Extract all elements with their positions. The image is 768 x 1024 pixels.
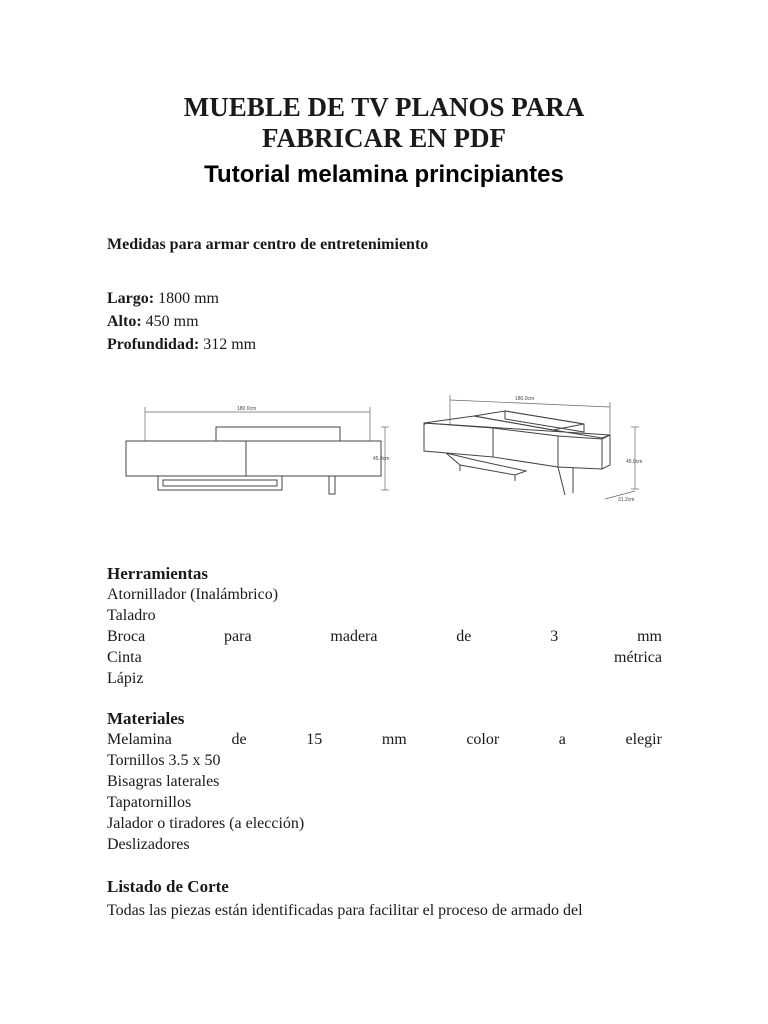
tools-word: de xyxy=(456,628,472,645)
materials-word: de xyxy=(231,731,247,748)
front-width-label: 180.0cm xyxy=(237,406,257,412)
tools-item: Lápiz xyxy=(107,670,144,687)
persp-height-label: 45.0cm xyxy=(626,459,643,465)
tools-word: Broca xyxy=(107,628,146,645)
tools-word: 3 xyxy=(550,628,559,645)
materials-word: color xyxy=(466,731,500,748)
materials-word: a xyxy=(558,731,566,748)
materials-item: Tapatornillos xyxy=(107,794,192,811)
cut-list-section xyxy=(107,876,662,921)
materials-item: Bisagras laterales xyxy=(107,773,220,790)
tools-item: Taladro xyxy=(107,607,156,624)
front-view-drawing xyxy=(126,406,389,494)
cut-list-text: Todas las piezas están identificadas para facilitar el proceso de armado del xyxy=(107,902,583,919)
front-height-label: 45.0cm xyxy=(373,456,390,462)
tools-item xyxy=(107,647,662,668)
tools-item: Atornillador (Inalámbrico) xyxy=(107,586,279,603)
materials-word: Melamina xyxy=(107,731,172,748)
materials-section xyxy=(107,708,662,855)
dimension-label: Profundidad: xyxy=(107,336,200,353)
materials-item xyxy=(107,729,662,750)
materials-item: Jalador o tiradores (a elección) xyxy=(107,815,305,832)
document-subtitle: Tutorial melamina principiantes xyxy=(204,161,564,188)
tools-heading: Herramientas xyxy=(107,564,209,583)
tools-word: mm xyxy=(637,628,662,645)
perspective-view-drawing xyxy=(424,395,642,503)
document-title xyxy=(0,92,768,154)
persp-depth-label: 31.2cm xyxy=(618,497,635,503)
tools-word: Cinta xyxy=(107,649,142,666)
title-line-1: MUEBLE DE TV PLANOS PARA xyxy=(183,92,585,122)
materials-word: mm xyxy=(381,731,407,748)
cut-list-heading: Listado de Corte xyxy=(107,877,229,896)
tools-section xyxy=(107,563,662,689)
dimension-largo xyxy=(107,287,662,310)
materials-item: Tornillos 3.5 x 50 xyxy=(107,752,221,769)
materials-item: Deslizadores xyxy=(107,836,190,853)
dimension-label: Alto: xyxy=(107,313,142,330)
tools-item xyxy=(107,626,662,647)
dimension-value: 450 mm xyxy=(145,313,199,330)
measures-heading: Medidas para armar centro de entretenimiento xyxy=(107,236,429,253)
persp-width-label: 180.0cm xyxy=(515,396,535,402)
tools-word: métrica xyxy=(614,649,662,666)
dimension-value: 1800 mm xyxy=(158,290,219,307)
tools-word: para xyxy=(224,628,252,645)
materials-word: 15 xyxy=(306,731,323,748)
furniture-drawing xyxy=(115,385,655,510)
dimension-alto xyxy=(107,310,662,333)
materials-word: elegir xyxy=(625,731,662,748)
title-line-2: FABRICAR EN PDF xyxy=(262,123,506,153)
dimension-value: 312 mm xyxy=(203,336,257,353)
dimensions-list xyxy=(107,287,662,356)
dimension-profundidad xyxy=(107,333,662,356)
materials-heading: Materiales xyxy=(107,709,185,728)
tools-word: madera xyxy=(330,628,378,645)
dimension-label: Largo: xyxy=(107,290,155,307)
